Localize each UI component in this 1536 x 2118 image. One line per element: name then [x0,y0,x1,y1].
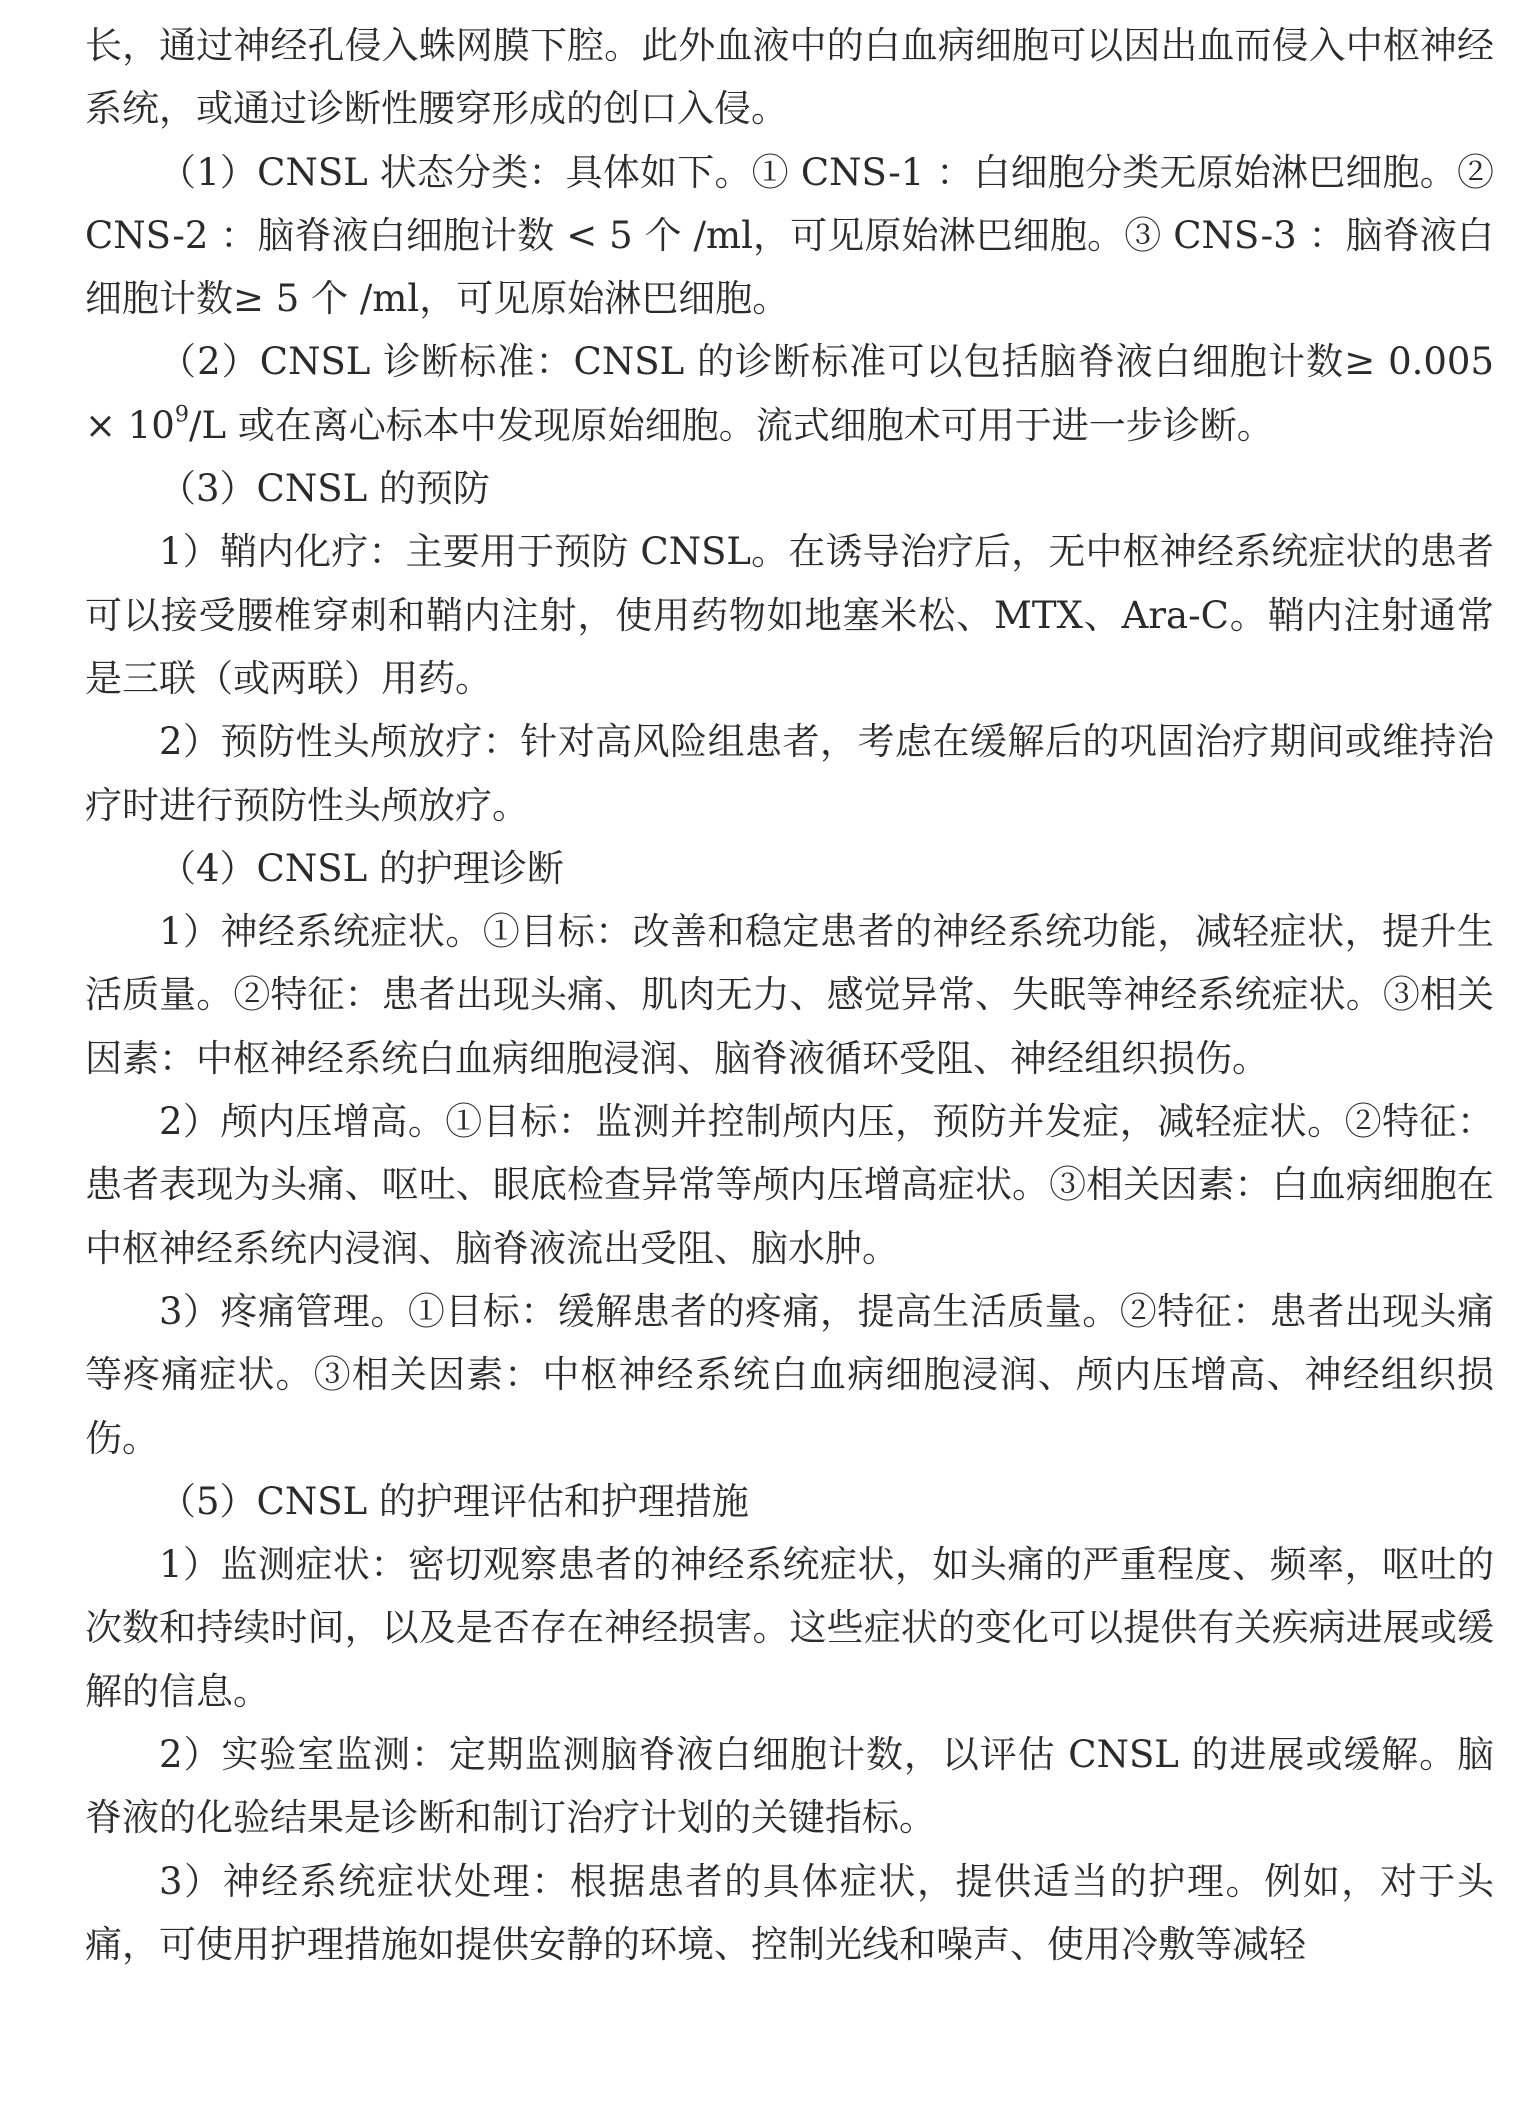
document-page [85,14,1494,1976]
paragraph-diagnosis-3: 3）疼痛管理。①目标：缓解患者的疼痛，提高生活质量。②特征：患者出现头痛等疼痛症状。③相关因素：中枢神经系统白血病细胞浸润、颅内压增高、神经组织损伤。 [85,1289,1494,1460]
paragraph-measure-1: 1）监测症状：密切观察患者的神经系统症状，如头痛的严重程度、频率，呕吐的次数和持续时间，以及是否存在神经损害。这些症状的变化可以提供有关疾病进展或缓解的信息。 [85,1543,1494,1713]
paragraph-prevention-2: 2）预防性头颅放疗：针对高风险组患者，考虑在缓解后的巩固治疗期间或维持治疗时进行预防性头颅放疗。 [85,720,1494,827]
paragraph-measure-3: 3）神经系统症状处理：根据患者的具体症状，提供适当的护理。例如，对于头痛，可使用护理措施如提供安静的环境、控制光线和噪声、使用冷敷等减轻 [85,1859,1494,1966]
paragraph-measure-2: 2）实验室监测：定期监测脑脊液白细胞计数，以评估 CNSL 的进展或缓解。脑脊液的化验结果是诊断和制订治疗计划的关键指标。 [85,1733,1494,1840]
heading-cnsl-prevention: （3）CNSL 的预防 [159,467,490,511]
heading-nursing-assessment: （5）CNSL 的护理评估和护理措施 [159,1479,749,1523]
heading-nursing-diagnosis: （4）CNSL 的护理诊断 [159,846,564,890]
paragraph-prevention-1: 1）鞘内化疗：主要用于预防 CNSL。在诱导治疗后，无中枢神经系统症状的患者可以接受腰椎穿刺和鞘内注射，使用药物如地塞米松、MTX、Ara-C。鞘内注射通常是三联（或两联）用药。 [85,530,1494,700]
criteria-text-post: /L 或在离心标本中发现原始细胞。流式细胞术可用于进一步诊断。 [188,403,1274,447]
criteria-text-pre: （2）CNSL 诊断标准：CNSL 的诊断标准可以包括脑脊液白细胞计数≥ 0.005 × 10 [85,340,1494,447]
paragraph-continuation: 长，通过神经孔侵入蛛网膜下腔。此外血液中的白血病细胞可以因出血而侵入中枢神经系统，或通过诊断性腰穿形成的创口入侵。 [85,24,1494,131]
paragraph-cnsl-diagnosis-criteria [85,330,1494,457]
paragraph-diagnosis-2: 2）颅内压增高。①目标：监测并控制颅内压，预防并发症，减轻症状。②特征：患者表现为头痛、呕吐、眼底检查异常等颅内压增高症状。③相关因素：白血病细胞在中枢神经系统内浸润、脑脊液流出受阻、脑水肿。 [85,1100,1494,1270]
paragraph-diagnosis-1: 1）神经系统症状。①目标：改善和稳定患者的神经系统功能，减轻症状，提升生活质量。②特征：患者出现头痛、肌肉无力、感觉异常、失眠等神经系统症状。③相关因素：中枢神经系统白血病细胞浸润、脑脊液循环受阻、神经组织损伤。 [85,910,1494,1080]
exponent: 9 [174,401,189,428]
paragraph-cnsl-classification: （1）CNSL 状态分类：具体如下。① CNS-1 ：白细胞分类无原始淋巴细胞。② CNS-2 ：脑脊液白细胞计数 < 5 个 /ml，可见原始淋巴细胞。③ CNS-3 ：脑脊液白细胞计数≥ 5 个 /ml，可见原始淋巴细胞。 [85,150,1494,321]
